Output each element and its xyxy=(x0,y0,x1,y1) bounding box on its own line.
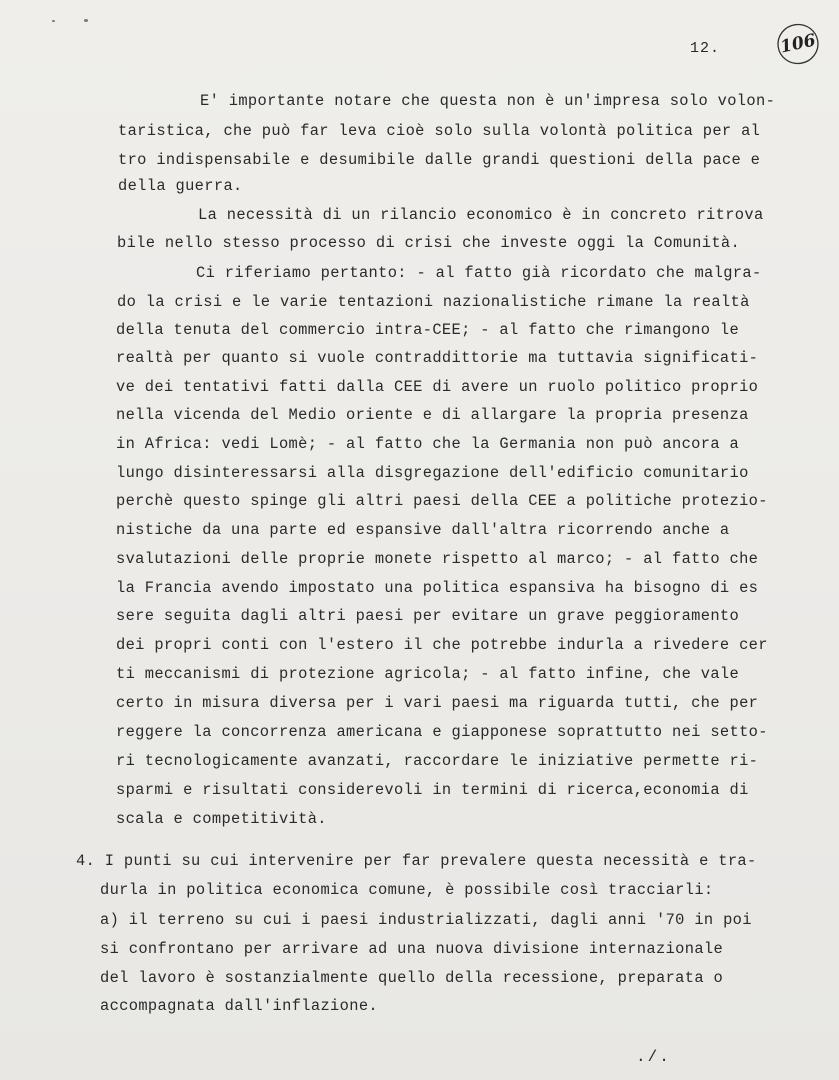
text-line: la Francia avendo impostato una politica espansiva ha bisogno di es xyxy=(116,579,759,597)
text-line: sere seguita dagli altri paesi per evitare un grave peggioramento xyxy=(116,607,740,625)
text-line: ti meccanismi di protezione agricola; - al fatto infine, che vale xyxy=(116,665,740,683)
text-line: E' importante notare che questa non è un'impresa solo volon- xyxy=(200,92,776,110)
text-line: a) il terreno su cui i paesi industrializzati, dagli anni '70 in poi xyxy=(100,911,752,929)
text-line: certo in misura diversa per i vari paesi ma riguarda tutti, che per xyxy=(116,694,759,712)
text-line: 4. I punti su cui intervenire per far prevalere questa necessità e tra- xyxy=(76,852,757,870)
text-line: svalutazioni delle proprie monete rispetto al marco; - al fatto che xyxy=(116,550,759,568)
text-line: durla in politica economica comune, è possibile così tracciarli: xyxy=(100,881,714,899)
text-line: della tenuta del commercio intra-CEE; - al fatto che rimangono le xyxy=(116,321,740,339)
text-line: in Africa: vedi Lomè; - al fatto che la Germania non può ancora a xyxy=(116,435,740,453)
text-line: della guerra. xyxy=(118,177,243,195)
text-line: accompagnata dall'inflazione. xyxy=(100,997,378,1015)
text-line: La necessità di un rilancio economico è in concreto ritrova xyxy=(198,206,764,224)
text-line: nistiche da una parte ed espansive dall'altra ricorrendo anche a xyxy=(116,521,730,539)
text-line: del lavoro è sostanzialmente quello della recessione, preparata o xyxy=(100,969,724,987)
text-line: ri tecnologicamente avanzati, raccordare le iniziative permette ri- xyxy=(116,752,759,770)
page-number: 12. xyxy=(690,40,721,57)
text-line: reggere la concorrenza americana e giapponese soprattutto nei setto- xyxy=(116,723,768,741)
scan-speck xyxy=(52,20,55,22)
text-line: lungo disinteressarsi alla disgregazione dell'edificio comunitario xyxy=(116,464,749,482)
archive-stamp xyxy=(776,22,820,66)
continuation-mark: ./. xyxy=(636,1048,671,1066)
text-line: tro indispensabile e desumibile dalle grandi questioni della pace e xyxy=(118,151,761,169)
text-line: nella vicenda del Medio oriente e di allargare la propria presenza xyxy=(116,406,749,424)
text-line: perchè questo spinge gli altri paesi della CEE a politiche protezio- xyxy=(116,492,768,510)
text-line: do la crisi e le varie tentazioni nazionalistiche rimane la realtà xyxy=(117,293,750,311)
scan-speck xyxy=(84,19,88,22)
text-line: ve dei tentativi fatti dalla CEE di avere un ruolo politico proprio xyxy=(116,378,759,396)
text-line: si confrontano per arrivare ad una nuova divisione internazionale xyxy=(100,940,724,958)
text-line: Ci riferiamo pertanto: - al fatto già ricordato che malgra- xyxy=(196,264,762,282)
text-line: taristica, che può far leva cioè solo sulla volontà politica per al xyxy=(118,122,761,140)
text-line: scala e competitività. xyxy=(116,810,327,828)
text-line: sparmi e risultati considerevoli in termini di ricerca,economia di xyxy=(116,781,749,799)
text-line: bile nello stesso processo di crisi che investe oggi la Comunità. xyxy=(117,234,741,252)
stamp-number: 106 xyxy=(778,30,818,58)
text-line: dei propri conti con l'estero il che potrebbe indurla a rivedere cer xyxy=(116,636,768,654)
text-line: realtà per quanto si vuole contraddittorie ma tuttavia significati- xyxy=(116,349,759,367)
